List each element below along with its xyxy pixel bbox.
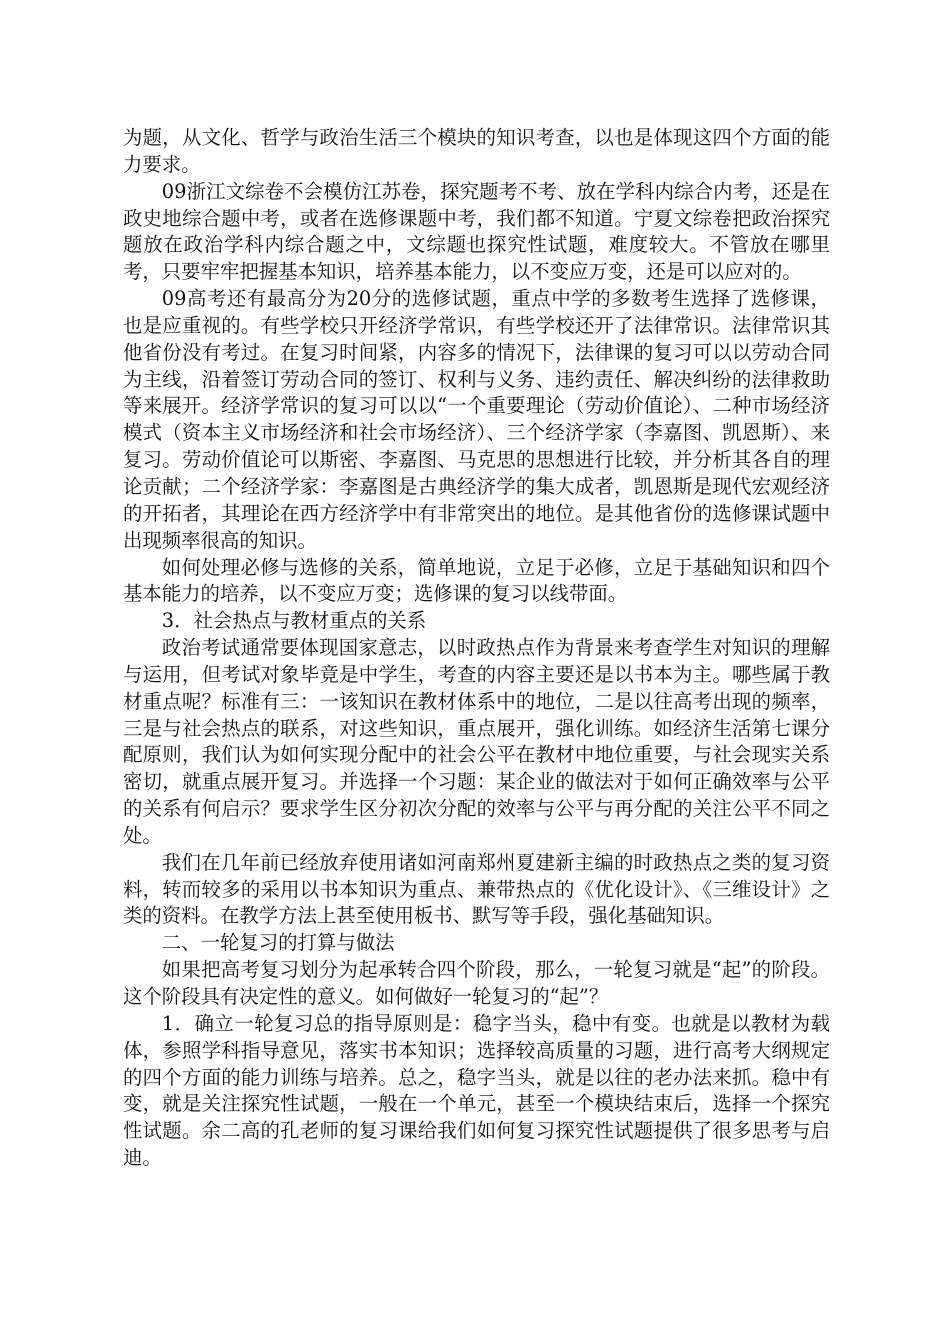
paragraph-four-stages: 如果把高考复习划分为起承转合四个阶段，那么，一轮复习就是“起”的阶段。这个阶段具有决定性的意义。如何做好一轮复习的“起”？ bbox=[123, 958, 830, 1008]
paragraph-guiding-principle: 1．确立一轮复习总的指导原则是：稳字当头，稳中有变。也就是以教材为载体，参照学科指导意见，落实书本知识；选择较高质量的习题，进行高考大纲规定的四个方面的能力训练与培养。总之，稳字当头，就是以往的老办法来抓。稳中有变，就是关注探究性试题，一般在一个单元，甚至一个模块结束后，选择一个探究性试题。余二高的孔老师的复习课给我们如何复习探究性试题提供了很多思考与启迪。 bbox=[123, 1011, 830, 1170]
paragraph-review-materials: 我们在几年前已经放弃使用诸如河南郑州夏建新主编的时政热点之类的复习资料，转而较多的采用以书本知识为重点、兼带热点的《优化设计》、《三维设计》之类的资料。在教学方法上甚至使用板书、默写等手段，强化基础知识。 bbox=[123, 850, 830, 928]
paragraph-required-vs-elective: 如何处理必修与选修的关系，简单地说，立足于必修，立足于基础知识和四个基本能力的培养，以不变应万变；选修课的复习以线带面。 bbox=[123, 555, 830, 606]
document-body bbox=[123, 125, 830, 1172]
paragraph-zhejiang-exam: 09浙江文综卷不会模仿江苏卷，探究题考不考、放在学科内综合内考，还是在政史地综合题中考，或者在选修课题中考，我们都不知道。宁夏文综卷把政治探究题放在政治学科内综合题之中，文综题也探究性试题，难度较大。不管放在哪里考，只要牢牢把握基本知识，培养基本能力，以不变应万变，还是可以应对的。 bbox=[123, 179, 830, 284]
paragraph-textbook-focus: 政治考试通常要体现国家意志，以时政热点作为背景来考查学生对知识的理解与运用，但考试对象毕竟是中学生，考查的内容主要还是以书本为主。哪些属于教材重点呢？标准有三：一该知识在教材体系中的地位，二是以往高考出现的频率，三是与社会热点的联系，对这些知识，重点展开，强化训练。如经济生活第七课分配原则，我们认为如何实现分配中的社会公平在教材中地位重要，与社会现实关系密切，就重点展开复习。并选择一个习题：某企业的做法对于如何正确效率与公平的关系有何启示？要求学生区分初次分配的效率与公平与再分配的关注公平不同之处。 bbox=[123, 636, 830, 847]
section-heading-first-round-review: 二、一轮复习的打算与做法 bbox=[161, 931, 395, 955]
paragraph-continuation: 为题，从文化、哲学与政治生活三个模块的知识考查，以也是体现这四个方面的能力要求。 bbox=[123, 126, 830, 176]
paragraph-elective-questions: 09高考还有最高分为20分的选修试题，重点中学的多数考生选择了选修课，也是应重视的。有些学校只开经济学常识，有些学校还开了法律常识。法律常识其他省份没有考过。在复习时间紧，内容多的情况下，法律课的复习可以以劳动合同为主线，沿着签订劳动合同的签订、权利与义务、违约责任、解决纠纷的法律救助等来展开。经济学常识的复习可以以“一个重要理论（劳动价值论）、二种市场经济模式（资本主义市场经济和社会市场经济）、三个经济学家（李嘉图、凯恩斯）、来复习。劳动价值论可以斯密、李嘉图、马克思的思想进行比较，并分析其各自的理论贡献；二个经济学家：李嘉图是古典经济学的集大成者，凯恩斯是现代宏观经济的开拓者，其理论在西方经济学中有非常突出的地位。是其他省份的选修课试题中出现频率很高的知识。 bbox=[123, 287, 830, 552]
section-heading-hotspots: 3．社会热点与教材重点的关系 bbox=[161, 609, 427, 633]
